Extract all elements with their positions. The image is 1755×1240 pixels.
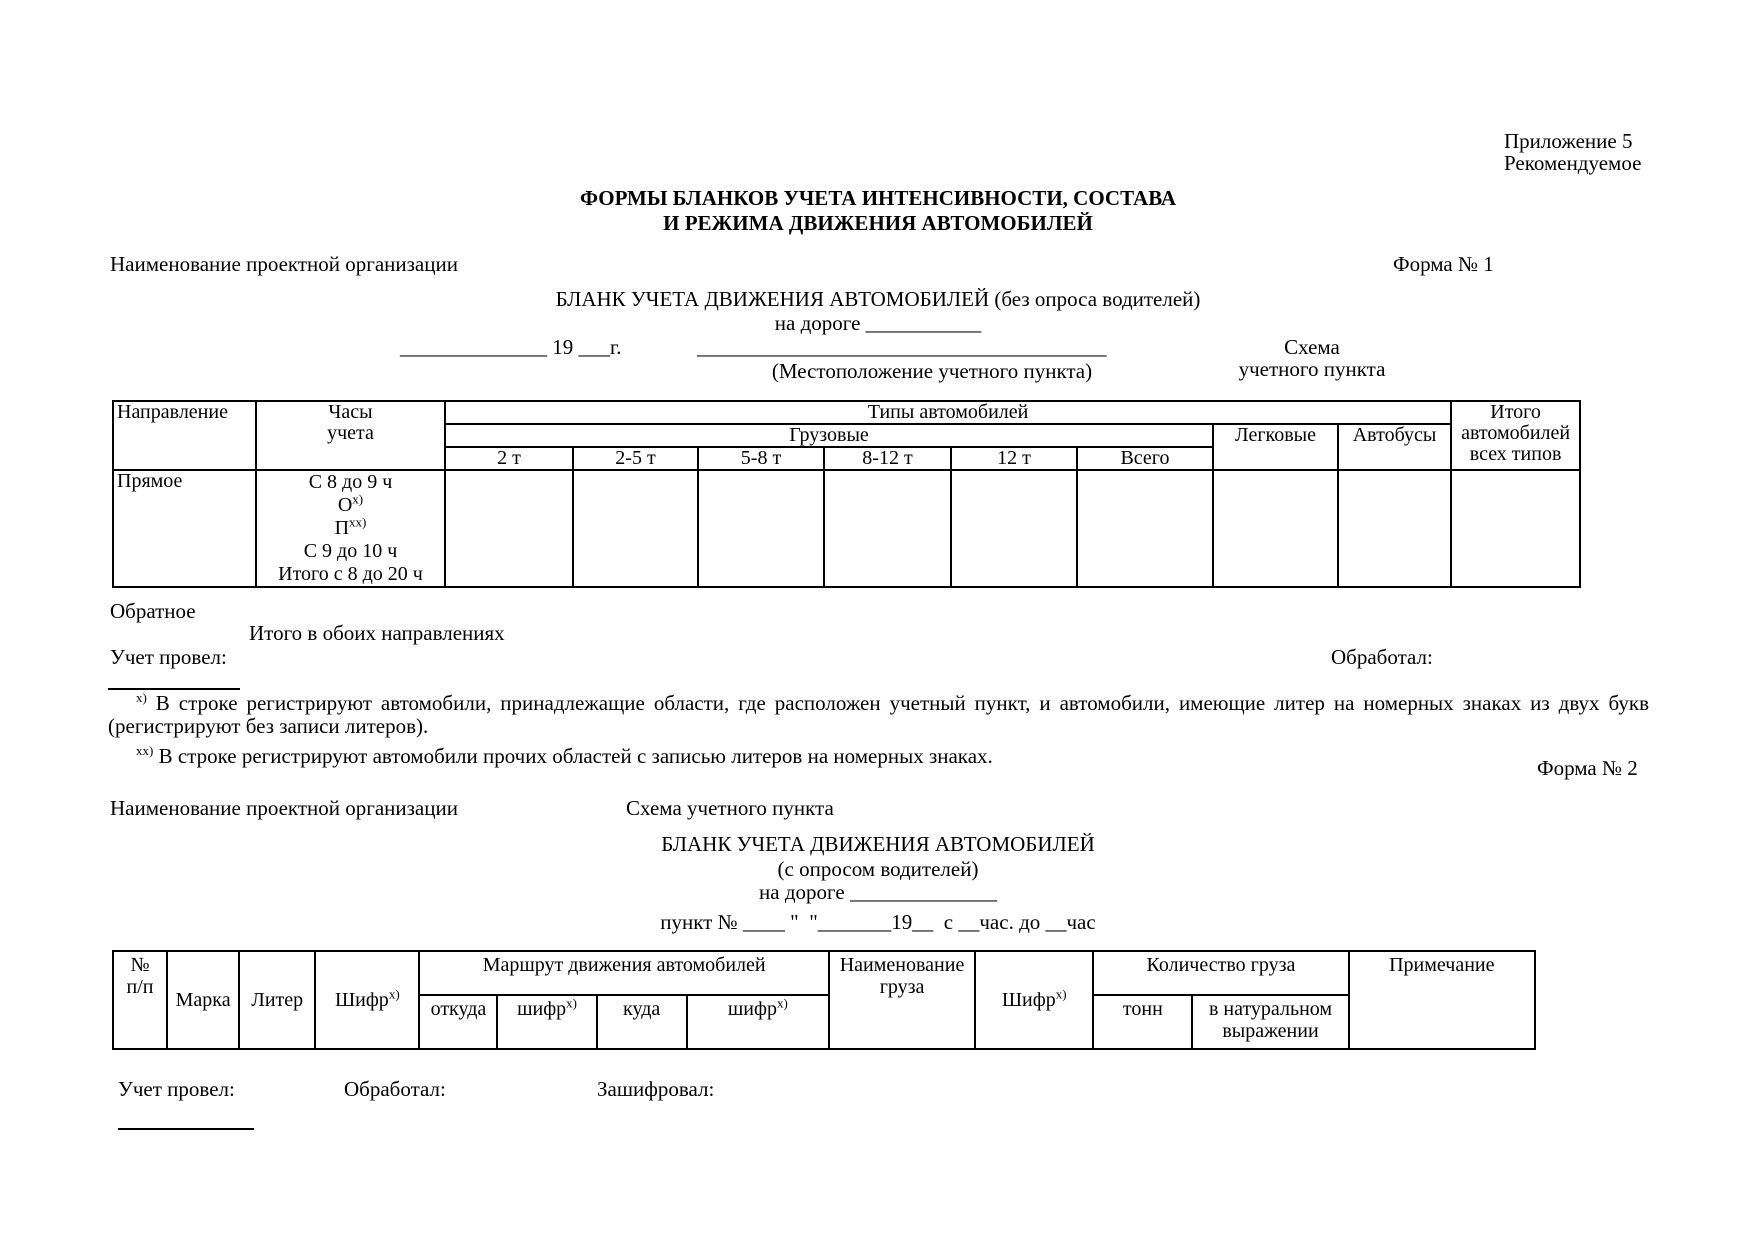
empty-count-cell xyxy=(445,470,573,587)
empty-count-cell xyxy=(573,470,698,587)
footnote-mark-x: х) xyxy=(566,995,577,1011)
form1-title: БЛАНК УЧЕТА ДВИЖЕНИЯ АВТОМОБИЛЕЙ (без опроса водителей) xyxy=(555,287,1201,311)
form1-date-line: ______________ 19 ___г. xyxy=(400,335,622,359)
col-brand: Марка xyxy=(167,951,239,1049)
col-trucks-5-8t: 5-8 т xyxy=(698,447,824,470)
empty-count-cell xyxy=(1213,470,1338,587)
footnote-mark-x: х) xyxy=(1055,986,1067,1002)
form1-location-caption: (Местоположение учетного пункта) xyxy=(771,359,1093,383)
col-total-all-types: Итого автомобилей всех типов xyxy=(1451,401,1580,470)
form1-scheme-caption xyxy=(1237,336,1387,380)
form2-counted-by-label: Учет провел: xyxy=(118,1077,235,1101)
col-vehicle-types: Типы автомобилей xyxy=(445,401,1451,424)
footnote-xx: $^{хх)}$ В строке регистрируют автомобили прочих областей с записью литеров на номерных знаках. xyxy=(136,743,993,768)
footnote-mark-x: х) xyxy=(352,491,364,507)
footnote-mark-xx: хх) xyxy=(136,743,154,758)
col-row-number: № п/п xyxy=(113,951,167,1049)
empty-count-cell xyxy=(1338,470,1451,587)
col-buses: Автобусы xyxy=(1338,424,1451,470)
col-trucks-total: Всего xyxy=(1077,447,1213,470)
col-cipher: Шифр$^{х)}$ xyxy=(315,951,419,1049)
col-trucks: Грузовые xyxy=(445,424,1213,447)
form1-scheme-caption-line2: учетного пункта xyxy=(1238,357,1386,381)
form1-scheme-caption-line1: Схема xyxy=(1284,335,1340,359)
col-route-to-cipher: шифр$^{х)}$ xyxy=(687,995,829,1049)
col-trucks-2-5t: 2-5 т xyxy=(573,447,698,470)
col-liter: Литер xyxy=(239,951,315,1049)
col-route-from: откуда xyxy=(419,995,497,1049)
form2-org-label: Наименование проектной организации xyxy=(110,796,458,820)
footnote-mark-x: х) xyxy=(776,995,788,1011)
col-trucks-2t: 2 т xyxy=(445,447,573,470)
col-trucks-12t: 12 т xyxy=(951,447,1077,470)
footnote-mark-x: х) xyxy=(136,690,147,705)
col-direction: Направление xyxy=(113,401,256,470)
form2-survey-table xyxy=(112,950,1536,1050)
form1-number: Форма № 1 xyxy=(1393,252,1494,276)
form2-processed-by-label: Обработал: xyxy=(344,1077,446,1101)
form1-total-both-label: Итого в обоих направлениях xyxy=(249,621,505,645)
document-title-line2: И РЕЖИМА ДВИЖЕНИЯ АВТОМОБИЛЕЙ xyxy=(663,211,1093,235)
form2-encoded-by-label: Зашифровал: xyxy=(597,1077,715,1101)
col-route-from-cipher: шифр$^{х)}$ xyxy=(497,995,596,1049)
form1-signature-line xyxy=(108,688,240,690)
col-route: Маршрут движения автомобилей xyxy=(419,951,829,995)
form2-signature-line xyxy=(118,1128,254,1130)
col-natural-units: в натуральном выражении xyxy=(1192,995,1348,1049)
form2-scheme-label: Схема учетного пункта xyxy=(626,796,834,820)
direction-direct-cell: Прямое xyxy=(113,470,256,587)
empty-count-cell xyxy=(951,470,1077,587)
empty-count-cell xyxy=(1451,470,1580,587)
form2-road-line: на дороге ______________ xyxy=(759,880,997,904)
col-route-to: куда xyxy=(597,995,687,1049)
col-note: Примечание xyxy=(1349,951,1535,1049)
col-cargo-name: Наименование груза xyxy=(829,951,975,1049)
form2-point-line: пункт № ____ " "_______19__ с __час. до __час xyxy=(660,910,1096,934)
form1-location-line: _______________________________________ xyxy=(697,335,1107,359)
form2-title: БЛАНК УЧЕТА ДВИЖЕНИЯ АВТОМОБИЛЕЙ xyxy=(661,832,1095,856)
form1-road-line: на дороге ___________ xyxy=(774,311,982,335)
col-tons: тонн xyxy=(1093,995,1192,1049)
form1-reverse-label: Обратное xyxy=(110,599,196,623)
document-title xyxy=(108,186,1648,236)
col-cargo-quantity: Количество груза xyxy=(1093,951,1348,995)
form1-count-table xyxy=(112,400,1581,588)
col-hours: Часы учета xyxy=(256,401,445,470)
empty-count-cell xyxy=(1077,470,1213,587)
col-cargo-cipher: Шифр$^{х)}$ xyxy=(975,951,1093,1049)
form1-counted-by-label: Учет провел: xyxy=(110,645,227,669)
form2-number: Форма № 2 xyxy=(1537,756,1638,780)
col-cars: Легковые xyxy=(1213,424,1338,470)
appendix-block xyxy=(1504,130,1641,174)
footnote-mark-xx: хх) xyxy=(349,514,367,530)
form1-processed-by-label: Обработал: xyxy=(1331,645,1433,669)
appendix-note: Рекомендуемое xyxy=(1504,151,1642,175)
form2-subtitle: (с опросом водителей) xyxy=(777,857,979,881)
document-title-line1: ФОРМЫ БЛАНКОВ УЧЕТА ИНТЕНСИВНОСТИ, СОСТАВА xyxy=(579,186,1177,210)
footnote-mark-x: х) xyxy=(388,986,400,1002)
appendix-label: Приложение 5 xyxy=(1504,129,1633,153)
empty-count-cell xyxy=(698,470,824,587)
col-trucks-8-12t: 8-12 т xyxy=(824,447,951,470)
form1-org-label: Наименование проектной организации xyxy=(110,252,458,276)
hours-of-count-cell: С 8 до 9 ч $О^{х)}$ $П^{хх)}$ С 9 до 10 ч Итого с 8 до 20 ч xyxy=(256,470,445,587)
empty-count-cell xyxy=(824,470,951,587)
footnote-x: $^{х)}$ В строке регистрируют автомобили, принадлежащие области, где расположен учетный пункт, и автомобили, имеющие литер на номерных знаках из двух букв (регистрируют без записи литеров). xyxy=(108,690,1649,738)
